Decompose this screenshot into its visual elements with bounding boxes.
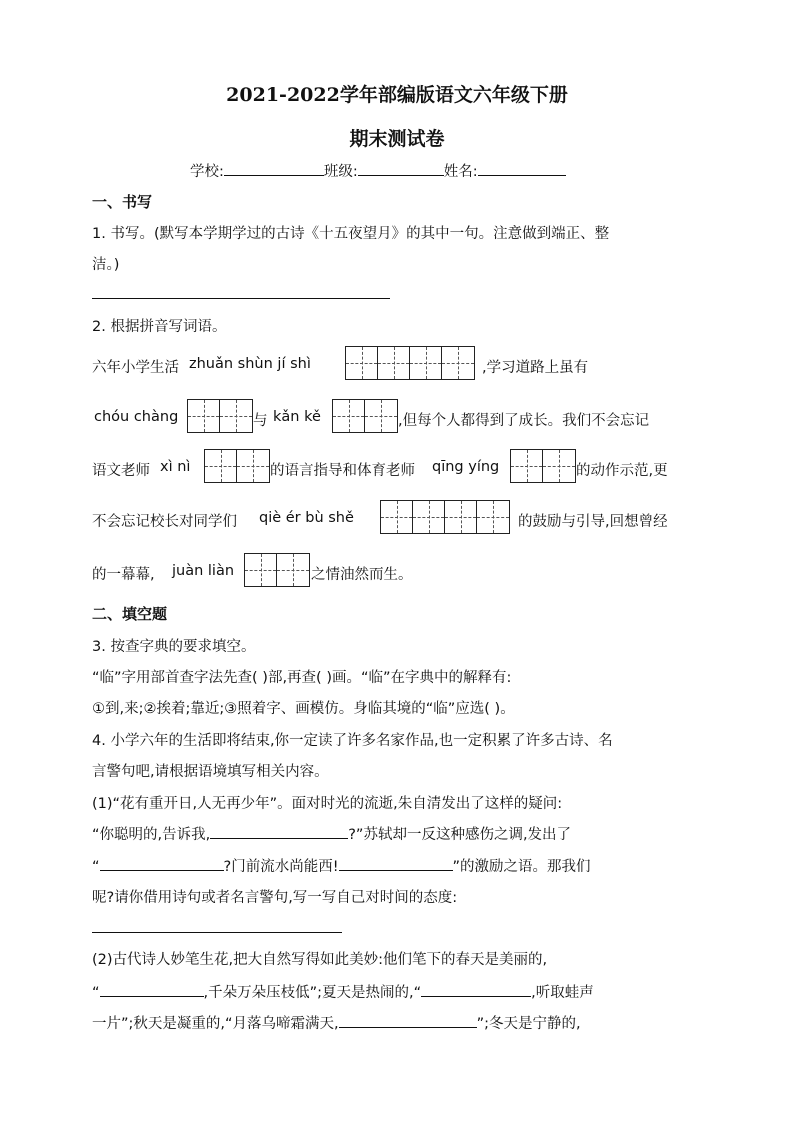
row5-prefix: 的一幕幕, <box>92 567 155 583</box>
q4-1-line4: 呢?请你借用诗句或者名言警句,写一写自己对时间的态度: <box>92 890 458 906</box>
pinyin-chouchang: chóu chàng <box>94 409 179 425</box>
answer-grid-juanlian[interactable] <box>244 553 310 587</box>
q4-2-line3 <box>92 1012 581 1033</box>
q1-text-line2: 洁。) <box>92 257 120 273</box>
q4-2-blank-2[interactable] <box>421 995 531 997</box>
name-label: 姓名: <box>443 164 478 180</box>
row5-suffix: 之情油然而生。 <box>311 567 413 583</box>
answer-grid-xini[interactable] <box>204 449 270 483</box>
page-subtitle: 期末测试卷 <box>349 128 445 150</box>
row2-mid: 与 <box>253 413 268 429</box>
answer-grid-qingying[interactable] <box>510 449 576 483</box>
q2-text: 2. 根据拼音写词语。 <box>92 319 227 335</box>
row4-suffix: 的鼓励与引导,回想曾经 <box>518 514 668 530</box>
q4-2-blank-1[interactable] <box>100 995 204 997</box>
row3-mid: 的语言指导和体育老师 <box>270 463 415 479</box>
class-field[interactable] <box>358 174 444 176</box>
pinyin-zhuanshunjishi: zhuǎn shùn jí shì <box>189 356 311 372</box>
section-heading-writing: 一、书写 <box>92 193 153 211</box>
q4-2-text-a: “ <box>92 985 100 1001</box>
q4-2-text-b: ,千朵万朵压枝低”;夏天是热闹的,“ <box>203 985 422 1001</box>
school-label: 学校: <box>190 164 224 180</box>
row2-suffix: ,但每个人都得到了成长。我们不会忘记 <box>398 413 650 429</box>
pinyin-qingying: qīng yíng <box>432 459 500 475</box>
q4-1-line3 <box>92 855 591 876</box>
q4-line1: 4. 小学六年的生活即将结束,你一定读了许多名家作品,也一定积累了许多古诗、名 <box>92 733 613 749</box>
q4-1-blank-3[interactable] <box>339 869 453 871</box>
answer-grid-zhuanshunjishi[interactable] <box>345 346 475 380</box>
q4-1-blank-1[interactable] <box>210 837 348 839</box>
q4-1-text-e: ”的激励之语。那我们 <box>452 859 591 875</box>
q4-2-blank-3[interactable] <box>339 1026 477 1028</box>
q4-1-text-b: ?”苏轼却一反这种感伤之调,发出了 <box>348 827 572 843</box>
row4-prefix: 不会忘记校长对同学们 <box>92 514 237 530</box>
q4-2-text-d: 一片”;秋天是凝重的,“月落乌啼霜满天, <box>92 1016 339 1032</box>
q4-1-text-a: “你聪明的,告诉我, <box>92 827 211 843</box>
answer-grid-qieerbushe[interactable] <box>380 500 510 534</box>
q4-1-line1: (1)“花有重开日,人无再少年”。面对时光的流逝,朱自清发出了这样的疑问: <box>92 796 563 812</box>
school-field[interactable] <box>224 174 324 176</box>
pinyin-qieerbushe: qiè ér bù shě <box>259 510 354 526</box>
q4-2-line2 <box>92 981 594 1002</box>
q4-1-line2 <box>92 823 571 844</box>
row1-prefix: 六年小学生活 <box>92 360 179 376</box>
q1-text-line1: 1. 书写。(默写本学期学过的古诗《十五夜望月》的其中一句。注意做到端正、整 <box>92 226 610 242</box>
row3-prefix: 语文老师 <box>92 463 150 479</box>
pinyin-juanlian: juàn liàn <box>172 563 235 579</box>
row3-suffix: 的动作示范,更 <box>576 463 668 479</box>
q4-line2: 言警句吧,请根据语境填写相关内容。 <box>92 764 329 780</box>
answer-grid-kanke[interactable] <box>332 399 398 433</box>
q1-answer-line[interactable] <box>92 298 390 299</box>
q4-2-text-e: ”;冬天是宁静的, <box>476 1016 581 1032</box>
q4-1-answer-line[interactable] <box>92 932 342 933</box>
info-line <box>190 160 566 181</box>
q3-text: 3. 按查字典的要求填空。 <box>92 639 256 655</box>
pinyin-kanke: kǎn kě <box>273 409 321 425</box>
pinyin-xini: xì nì <box>160 459 191 475</box>
page-title: 2021-2022学年部编版语文六年级下册 <box>226 84 568 106</box>
name-field[interactable] <box>478 174 566 176</box>
row1-suffix: ,学习道路上虽有 <box>482 360 589 376</box>
q4-2-line1: (2)古代诗人妙笔生花,把大自然写得如此美妙:他们笔下的春天是美丽的, <box>92 952 548 968</box>
q3-line1: “临”字用部首查字法先查( )部,再查( )画。“临”在字典中的解释有: <box>92 670 512 686</box>
q4-1-text-d: ?门前流水尚能西! <box>223 859 339 875</box>
section-heading-fill-blank: 二、填空题 <box>92 605 168 623</box>
answer-grid-chouchang[interactable] <box>187 399 253 433</box>
q3-line2: ①到,来;②挨着;靠近;③照着字、画模仿。身临其境的“临”应选( )。 <box>92 701 515 717</box>
q4-1-blank-2[interactable] <box>100 869 224 871</box>
class-label: 班级: <box>323 164 358 180</box>
q4-2-text-c: ,听取蛙声 <box>531 985 594 1001</box>
q4-1-text-c: “ <box>92 859 100 875</box>
